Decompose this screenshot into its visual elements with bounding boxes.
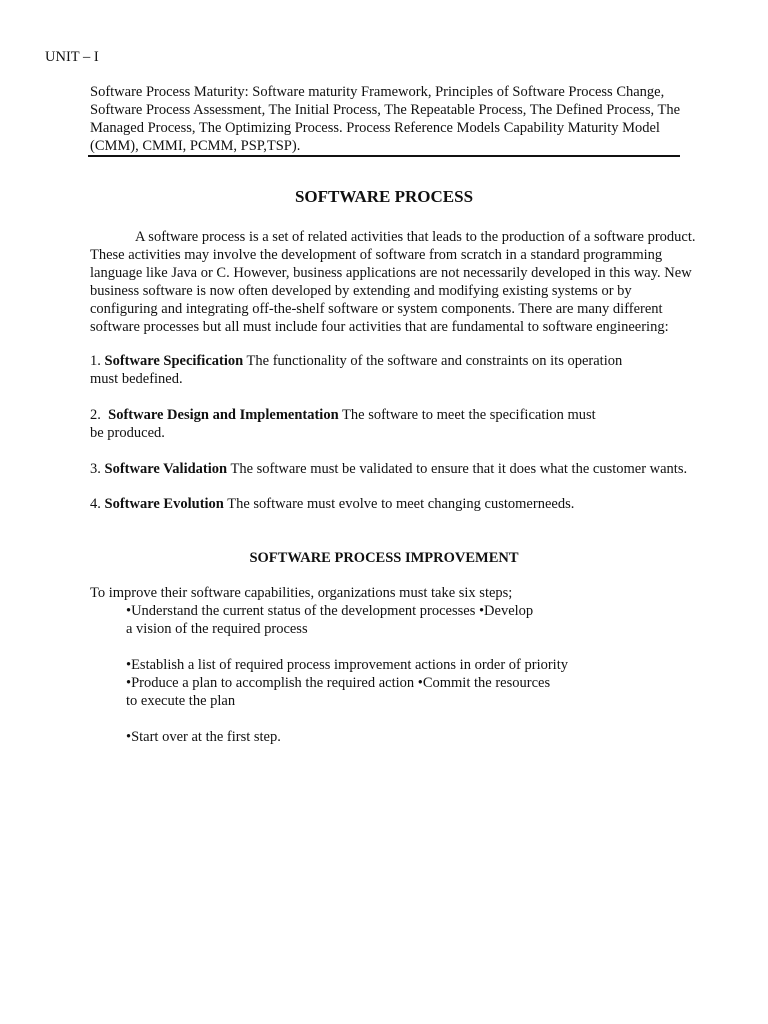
steps-list [126,602,746,746]
activity-description: The functionality of the software and constraints on its operation [246,353,623,369]
activity-term: Software Specification [104,353,244,369]
step-line: •Produce a plan to accomplish the required action •Commit the resources [126,675,551,691]
horizontal-rule [88,155,680,157]
activity-number: 3. [90,461,101,477]
activity-item-specification [90,352,730,388]
activity-number: 1. [90,353,101,369]
activity-term: Software Evolution [104,496,224,512]
intro-line: configuring and integrating off-the-shelf software or system components. There are many different [90,301,663,317]
step-line: to execute the plan [126,693,236,709]
activity-description-cont: must bedefined. [90,371,183,387]
intro-line: business software is now often developed by extending and modifying existing systems or by [90,283,632,299]
steps-intro: To improve their software capabilities, organizations must take six steps; [90,585,513,601]
activity-description: The software to meet the specification must [342,407,596,423]
activity-item-validation [90,460,730,478]
activity-description: The software must evolve to meet changing customerneeds. [227,496,575,512]
intro-line: These activities may involve the development of software from scratch in a standard programming [90,247,663,263]
section-subtitle: SOFTWARE PROCESS IMPROVEMENT [249,550,519,566]
intro-line: software processes but all must include four activities that are fundamental to software engineering: [90,319,669,335]
syllabus-line: Software Process Maturity: Software maturity Framework, Principles of Software Process Change, [90,84,665,100]
syllabus-line: (CMM), CMMI, PCMM, PSP,TSP). [90,138,301,154]
activity-term: Software Design and Implementation [108,407,339,423]
step-line: •Establish a list of required process improvement actions in order of priority [126,657,568,673]
activity-item-evolution [90,495,730,513]
intro-line: A software process is a set of related activities that leads to the production of a software product. [135,229,696,245]
syllabus-block [90,83,720,155]
activity-term: Software Validation [104,461,228,477]
step-line: •Understand the current status of the development processes •Develop [126,603,534,619]
step-line: •Start over at the first step. [126,729,281,745]
syllabus-line: Software Process Assessment, The Initial Process, The Repeatable Process, The Defined Process, The [90,102,681,118]
activity-description: The software must be validated to ensure that it does what the customer wants. [230,461,688,477]
intro-line: language like Java or C. However, business applications are not necessarily developed in this way. New [90,265,692,281]
activity-item-design [90,406,730,442]
activity-description-cont: be produced. [90,425,165,441]
intro-paragraph [90,228,730,336]
unit-label: UNIT – I [45,49,99,65]
section-title: SOFTWARE PROCESS [294,187,474,206]
activity-number: 4. [90,496,101,512]
syllabus-line: Managed Process, The Optimizing Process. Process Reference Models Capability Maturity Model [90,120,660,136]
activity-number: 2. [90,407,101,423]
step-line: a vision of the required process [126,621,308,637]
